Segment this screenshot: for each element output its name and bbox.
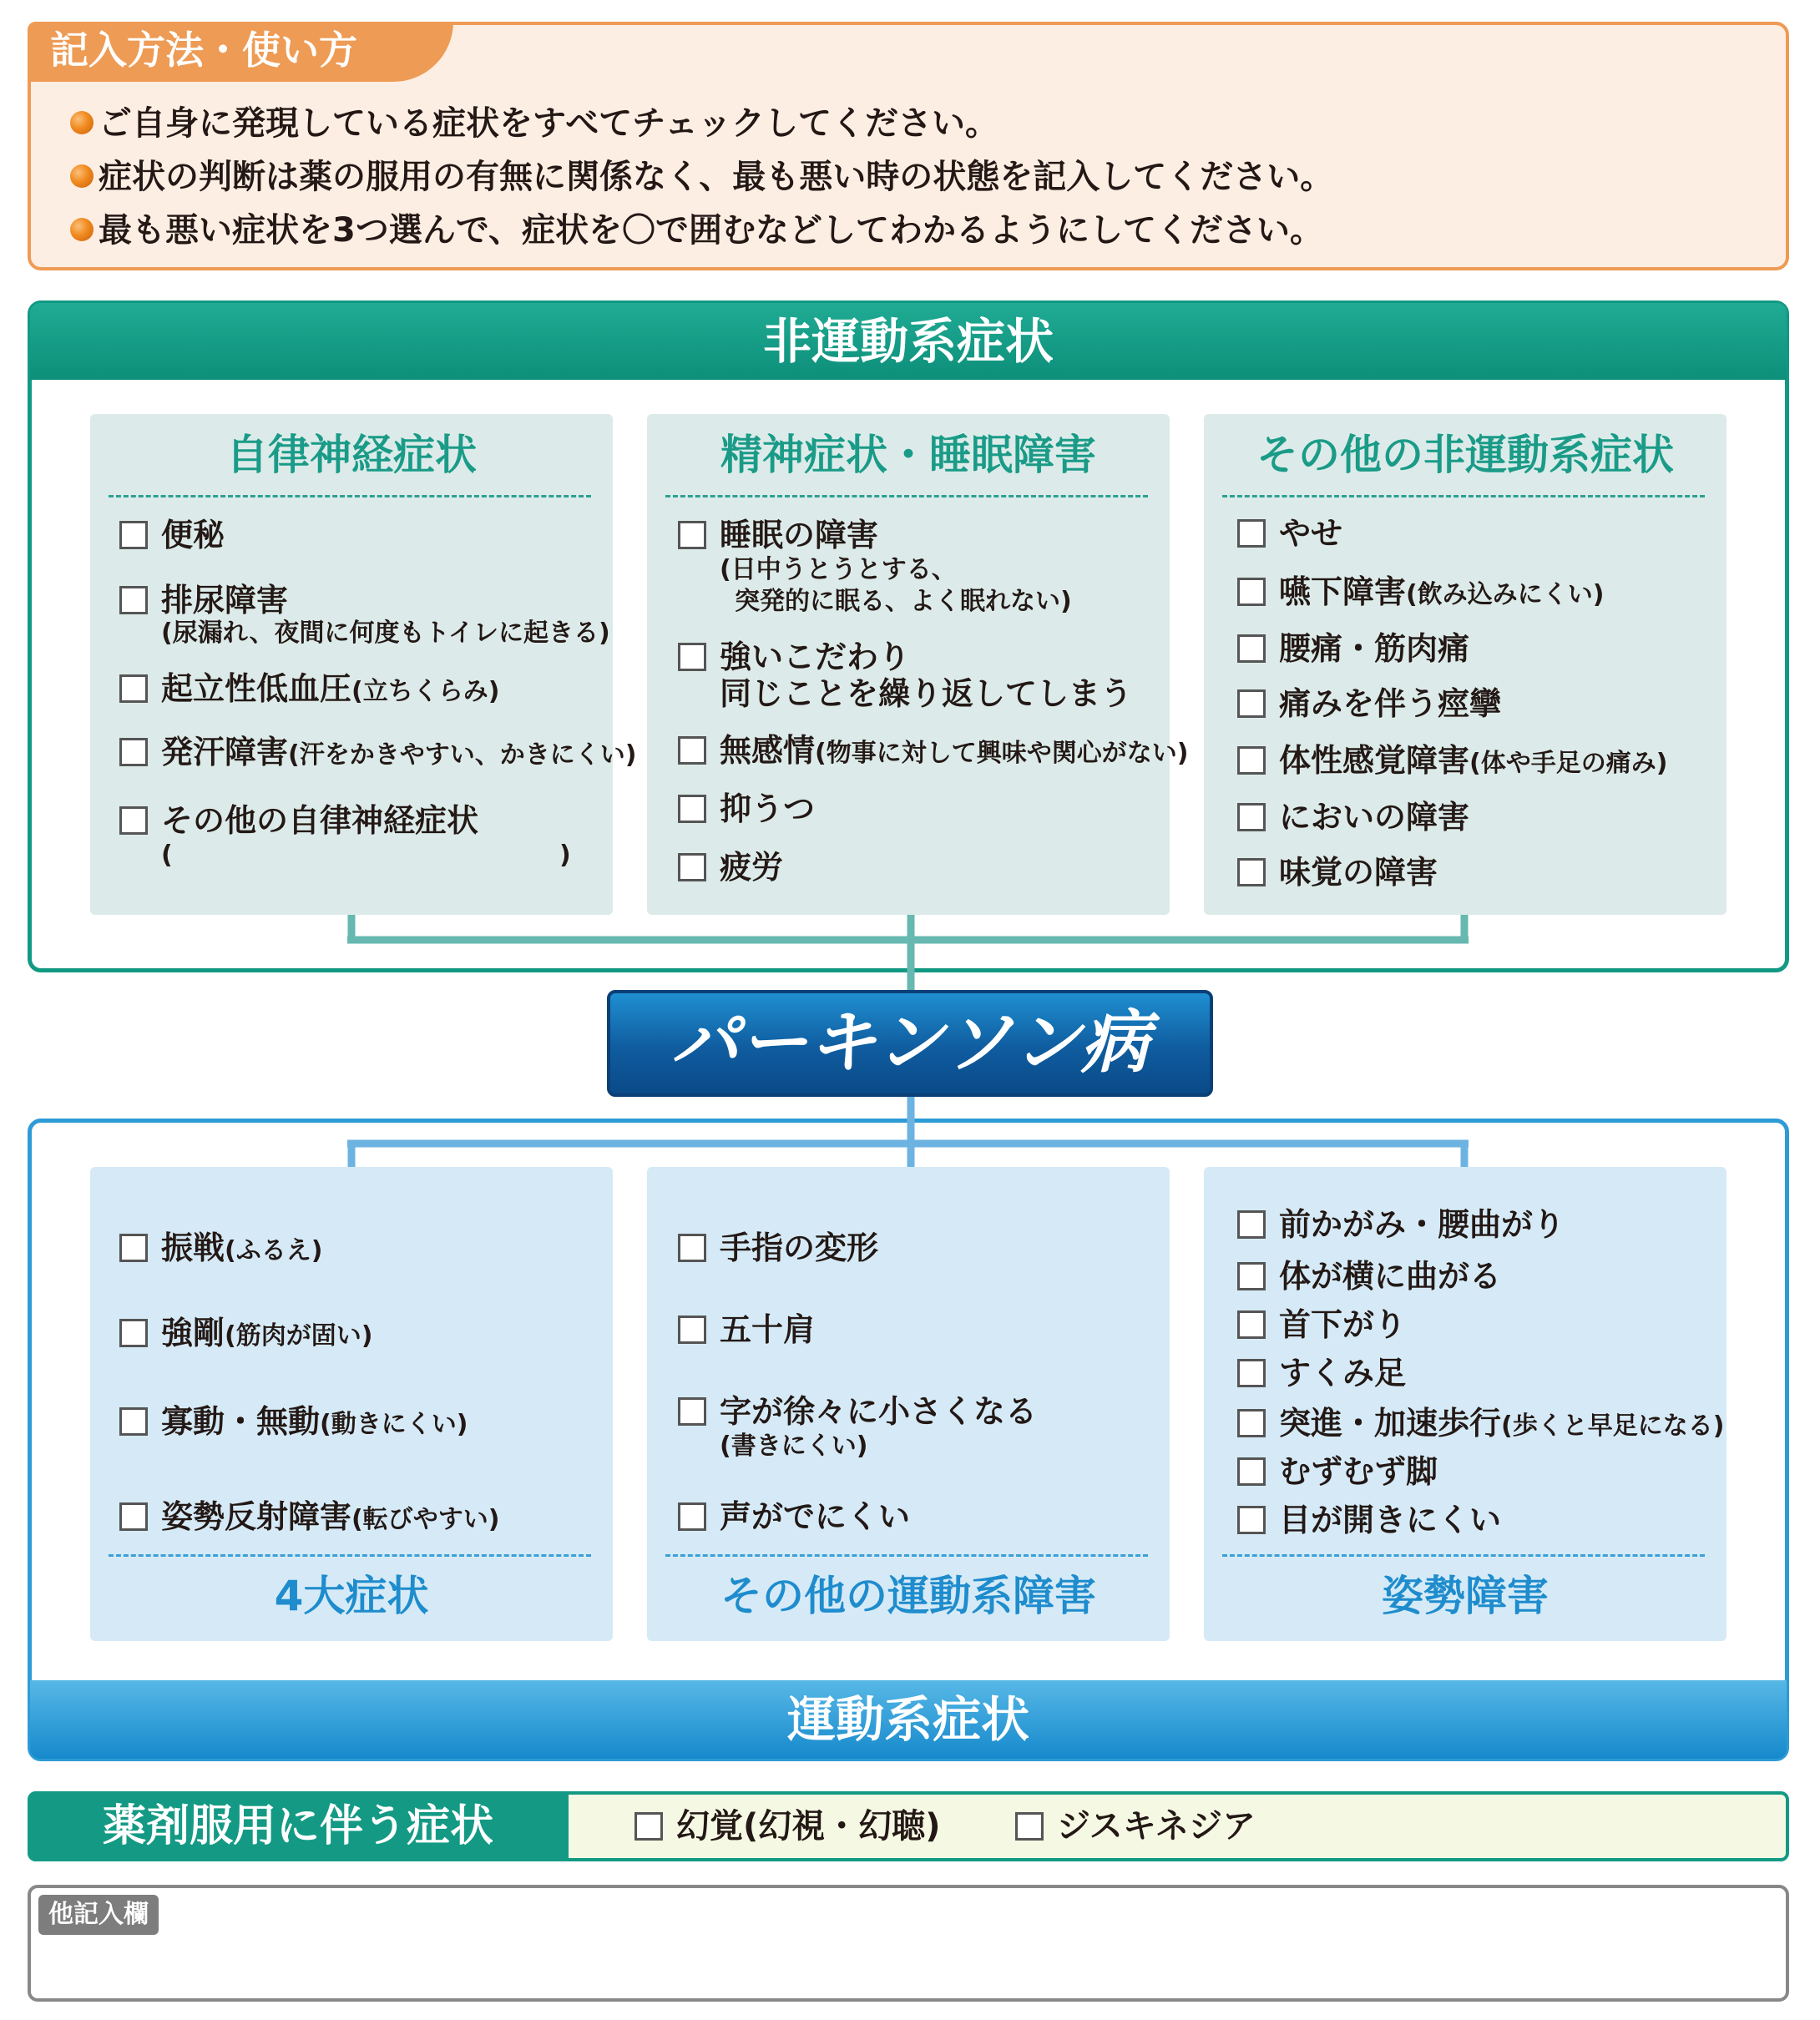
symptom-item: 体性感覚障害(体や手足の痛み) <box>1279 740 1667 785</box>
checkbox[interactable] <box>119 1234 148 1262</box>
symptom-detail: (書きにくい) <box>720 1432 868 1461</box>
checkbox[interactable] <box>678 1397 706 1426</box>
symptom-item: 幻覚(幻視・幻聴) <box>676 1805 941 1847</box>
symptom-item: 声がでにくい <box>720 1496 910 1538</box>
checkbox[interactable] <box>1237 1262 1266 1290</box>
posture-heading: 姿勢障害 <box>1382 1572 1549 1620</box>
medication-title: 薬剤服用に伴う症状 <box>102 1801 493 1851</box>
checkbox[interactable] <box>1237 1457 1266 1486</box>
checkbox[interactable] <box>1237 1409 1266 1437</box>
symptom-item: 腰痛・筋肉痛 <box>1279 628 1469 669</box>
symptom-detail: 突発的に眠る、よく眠れない) <box>735 587 1072 616</box>
checkbox[interactable] <box>678 1316 706 1344</box>
divider <box>1222 1554 1705 1557</box>
checkbox[interactable] <box>1237 1506 1266 1534</box>
instruction-text: 症状の判断は薬の服用の有無に関係なく、最も悪い時の状態を記入してください。 <box>99 158 1334 196</box>
major-symptoms-heading: 4大症状 <box>274 1572 429 1620</box>
symptom-item: 味覚の障害 <box>1279 851 1438 893</box>
checkbox[interactable] <box>1237 1210 1266 1239</box>
symptom-item: 痛みを伴う痙攣 <box>1279 683 1501 725</box>
symptom-item: 寡動・無動(動きにくい) <box>161 1401 468 1446</box>
symptom-item: 嚥下障害(飲み込みにくい) <box>1279 571 1604 616</box>
non-motor-title: 非運動系症状 <box>762 313 1054 370</box>
motor-title: 運動系症状 <box>786 1691 1029 1748</box>
checkbox[interactable] <box>634 1812 663 1841</box>
symptom-item: 強いこだわり <box>720 636 910 678</box>
psychiatric-heading: 精神症状・睡眠障害 <box>720 431 1096 479</box>
parkinsons-title: パーキンソン病 <box>670 1003 1150 1083</box>
checkbox[interactable] <box>1237 1359 1266 1387</box>
symptom-detail: (日中うとうとする、 <box>720 555 957 584</box>
symptom-item: においの障害 <box>1279 796 1469 838</box>
notes-field[interactable] <box>28 1885 1789 2002</box>
symptom-item: 首下がり <box>1279 1304 1406 1346</box>
checkbox[interactable] <box>119 1407 148 1436</box>
divider <box>665 1554 1148 1557</box>
symptom-item: 振戦(ふるえ) <box>161 1227 322 1272</box>
symptom-item: 強剛(筋肉が固い) <box>161 1312 372 1357</box>
instruction-text: 最も悪い症状を3つ選んで、症状を〇で囲むなどしてわかるようにしてください。 <box>99 211 1324 250</box>
symptom-detail: (尿漏れ、夜間に何度もトイレに起きる) <box>161 619 610 648</box>
open-paren: ( <box>161 841 173 870</box>
symptom-item: 排尿障害 <box>161 579 288 621</box>
symptom-item: 無感情(物事に対して興味や関心がない) <box>720 730 1188 775</box>
checkbox[interactable] <box>678 1234 706 1262</box>
close-paren: ) <box>559 841 571 870</box>
instruction-text: ご自身に発現している症状をすべてチェックしてください。 <box>99 104 998 143</box>
other-motor-heading: その他の運動系障害 <box>720 1572 1096 1620</box>
other-non-motor-heading: その他の非運動系症状 <box>1256 431 1674 479</box>
symptom-item: むずむず脚 <box>1279 1451 1438 1492</box>
checkbox[interactable] <box>678 1502 706 1531</box>
symptom-item: 手指の変形 <box>720 1227 878 1269</box>
symptom-item: 突進・加速歩行(歩くと早足になる) <box>1279 1402 1724 1447</box>
notes-label: 他記入欄 <box>38 1895 159 1935</box>
checkbox[interactable] <box>1015 1812 1044 1841</box>
symptom-item: 疲労 <box>720 846 783 888</box>
symptom-item: 姿勢反射障害(転びやすい) <box>161 1496 499 1541</box>
symptom-item: 便秘 <box>161 514 225 556</box>
symptom-item-line2: 同じことを繰り返してしまう <box>720 675 1133 712</box>
symptom-item: 体が横に曲がる <box>1279 1255 1501 1297</box>
checkbox[interactable] <box>119 1502 148 1531</box>
symptom-item: 睡眠の障害 <box>720 514 878 556</box>
divider <box>109 1554 591 1557</box>
symptom-item: 発汗障害(汗をかきやすい、かきにくい) <box>161 731 636 776</box>
autonomic-heading: 自律神経症状 <box>226 431 477 479</box>
symptom-item: 起立性低血圧(立ちくらみ) <box>161 668 499 713</box>
symptom-item: 前かがみ・腰曲がり <box>1279 1204 1565 1245</box>
symptom-item: その他の自律神経症状 <box>161 800 478 841</box>
checkbox[interactable] <box>119 1319 148 1347</box>
symptom-item: 目が開きにくい <box>1279 1499 1501 1541</box>
instructions-title: 記入方法・使い方 <box>50 28 357 73</box>
symptom-item: 字が徐々に小さくなる <box>720 1391 1037 1432</box>
symptom-item: 抑うつ <box>720 788 815 830</box>
symptom-item: 五十肩 <box>720 1309 815 1351</box>
checkbox[interactable] <box>1237 1310 1266 1339</box>
symptom-item: ジスキネジア <box>1057 1805 1256 1847</box>
symptom-item: すくみ足 <box>1279 1352 1406 1394</box>
symptom-item: やせ <box>1279 513 1342 554</box>
